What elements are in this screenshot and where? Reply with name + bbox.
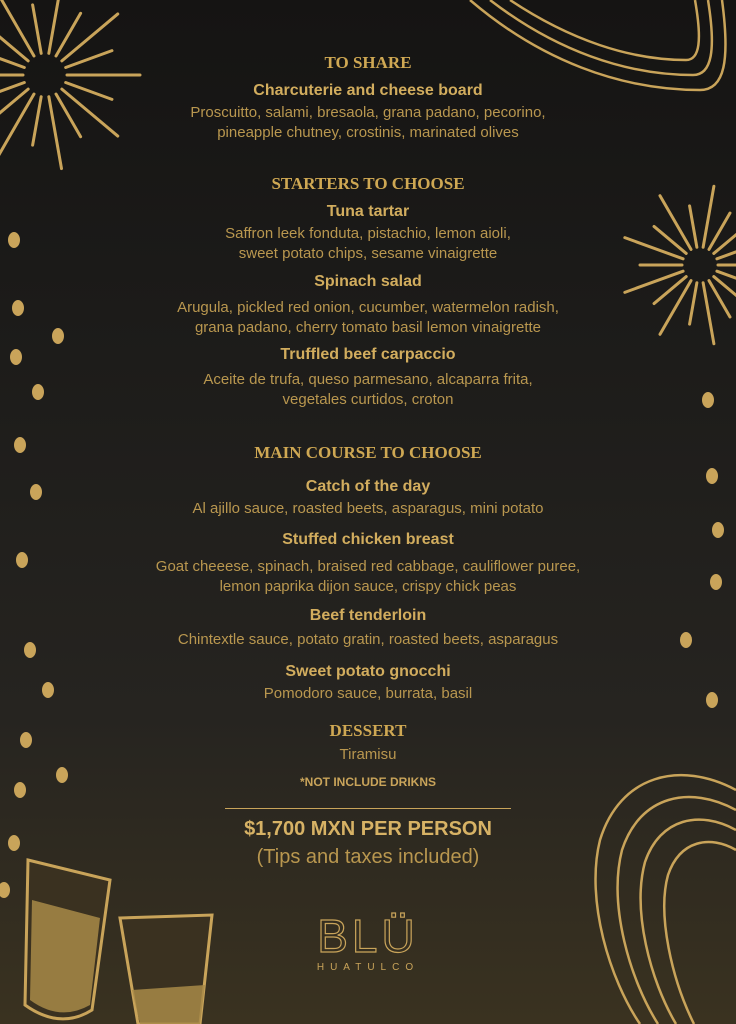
brand-logo	[0, 912, 736, 973]
dish-name: Beef tenderloin	[309, 607, 427, 624]
dish-description: Arugula, pickled red onion, cucumber, watermelon radish,	[177, 299, 559, 316]
dish-description: Chintextle sauce, potato gratin, roasted beets, asparagus	[177, 631, 559, 648]
dish-name: Tuna tartar	[326, 203, 410, 220]
divider	[225, 808, 511, 809]
dish-name: Catch of the day	[305, 478, 431, 495]
dish-description: sweet potato chips, sesame vinaigrette	[238, 245, 498, 262]
section-heading-dessert: DESSERT	[329, 721, 407, 740]
swirl-lines-bottom	[596, 775, 736, 1024]
dish-name: Truffled beef carpaccio	[280, 346, 456, 363]
dish-description: vegetales curtidos, croton	[282, 391, 454, 408]
swirl-lines-top	[470, 0, 726, 90]
dish-description: Saffron leek fonduta, pistachio, lemon aioli,	[225, 225, 511, 242]
section-heading-mains: MAIN COURSE TO CHOOSE	[254, 443, 482, 462]
dessert-item: Tiramisu	[339, 746, 397, 763]
tips-note: (Tips and taxes included)	[256, 846, 480, 868]
dish-description: Goat cheeese, spinach, braised red cabbage, cauliflower puree,	[155, 558, 581, 575]
section-heading-starters: STARTERS TO CHOOSE	[271, 174, 465, 193]
dish-description: Aceite de trufa, queso parmesano, alcaparra frita,	[203, 371, 533, 388]
dish-description: grana padano, cherry tomato basil lemon vinaigrette	[194, 319, 542, 336]
drinks-note: *NOT INCLUDE DRIKNS	[299, 775, 436, 789]
dish-description: Pomodoro sauce, burrata, basil	[263, 685, 473, 702]
dish-description: lemon paprika dijon sauce, crispy chick peas	[219, 578, 517, 595]
dish-description: Al ajillo sauce, roasted beets, asparagus, mini potato	[192, 500, 544, 517]
dish-name: Charcuterie and cheese board	[253, 82, 483, 99]
section-heading-share: TO SHARE	[324, 53, 412, 72]
logo-wordmark: BLÜ	[317, 910, 419, 962]
dish-name: Spinach salad	[314, 273, 422, 290]
logo-subtitle: HUATULCO	[316, 962, 420, 973]
dish-name: Sweet potato gnocchi	[285, 663, 451, 680]
dish-description: Proscuitto, salami, bresaola, grana padano, pecorino,	[190, 104, 546, 121]
dish-description: pineapple chutney, crostinis, marinated olives	[217, 124, 519, 141]
price: $1,700 MXN PER PERSON	[244, 818, 492, 840]
dish-name: Stuffed chicken breast	[282, 531, 454, 548]
